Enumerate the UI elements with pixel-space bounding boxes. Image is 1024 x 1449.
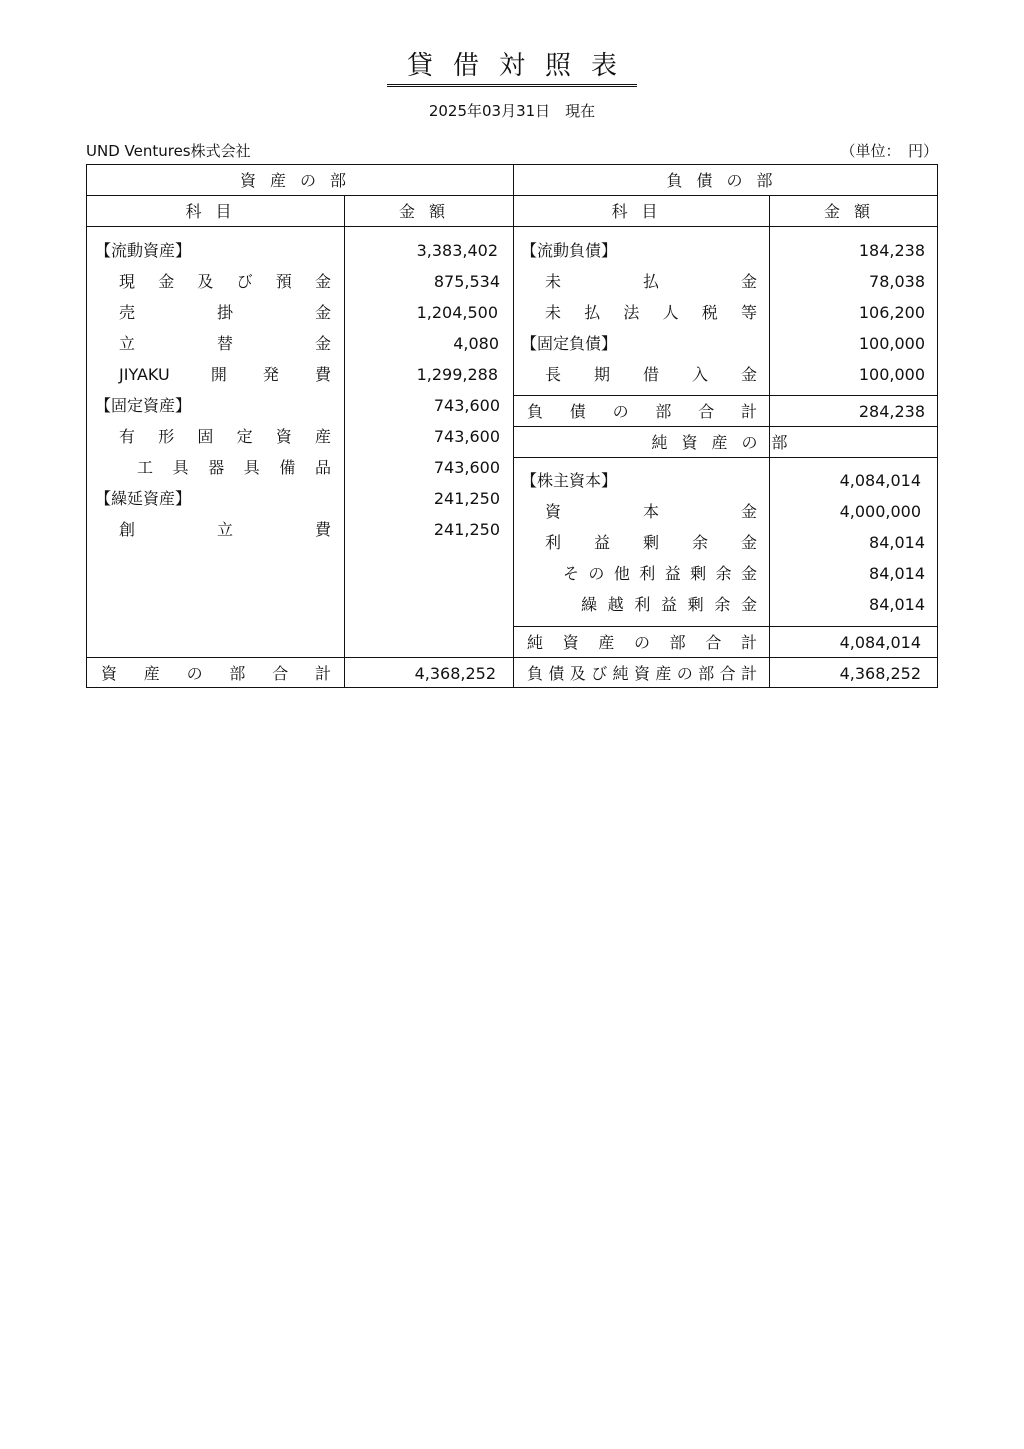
net-asset-row-amount: 84,014 xyxy=(869,595,925,614)
report-date: 2025年03月31日 現在 xyxy=(428,102,596,120)
asset-row-amount: 1,299,288 xyxy=(416,365,498,384)
asset-row-label: 創立費 xyxy=(119,520,331,539)
net-assets-total-label: 純資産の部合計 xyxy=(527,633,757,652)
asset-row-amount: 1,204,500 xyxy=(416,303,498,322)
liabilities-amount-header: 金額 xyxy=(823,202,884,221)
net-assets-total-amount: 4,084,014 xyxy=(839,633,921,652)
net-asset-row-label: その他利益剰余金 xyxy=(563,564,757,583)
liability-row-amount: 106,200 xyxy=(858,303,925,322)
liability-row-label: 未払金 xyxy=(545,272,757,291)
asset-row-label: 売掛金 xyxy=(119,303,331,322)
liability-row-amount: 100,000 xyxy=(858,365,925,384)
liability-row-label: 【固定負債】 xyxy=(521,334,618,353)
net-asset-row-amount: 4,000,000 xyxy=(839,502,921,521)
liability-row-amount: 184,238 xyxy=(858,241,925,260)
liability-row-label: 未払法人税等 xyxy=(545,303,757,322)
asset-row-amount: 241,250 xyxy=(433,489,500,508)
asset-row-amount: 3,383,402 xyxy=(416,241,498,260)
net-asset-row-amount: 84,014 xyxy=(869,533,925,552)
liabilities-section-header: 負債の部 xyxy=(666,171,787,190)
asset-row-amount: 743,600 xyxy=(433,458,500,477)
liabilities-total-label: 負債の部合計 xyxy=(527,402,757,421)
net-asset-row-label: 資本金 xyxy=(545,502,757,521)
asset-row-label: 工具器具備品 xyxy=(137,458,331,477)
assets-account-header: 科目 xyxy=(185,202,246,221)
asset-row-label: 有形固定資産 xyxy=(119,427,331,446)
asset-row-amount: 241,250 xyxy=(433,520,500,539)
assets-section-header: 資産の部 xyxy=(239,171,360,190)
net-asset-row-label: 【株主資本】 xyxy=(521,471,618,490)
asset-row-amount: 4,080 xyxy=(453,334,499,353)
liability-row-amount: 78,038 xyxy=(869,272,925,291)
liability-row-label: 【流動負債】 xyxy=(521,241,618,260)
liabilities-and-net-assets-total-label: 負債及び純資産の部合計 xyxy=(527,664,757,683)
asset-row-label: 現金及び預金 xyxy=(119,272,331,291)
net-asset-row-amount: 84,014 xyxy=(869,564,925,583)
company-name: UND Ventures株式会社 xyxy=(86,142,251,160)
liability-row-label: 長期借入金 xyxy=(545,365,757,384)
document-title: 貸借対照表 xyxy=(0,50,1024,87)
net-asset-row-amount: 4,084,014 xyxy=(839,471,921,490)
net-assets-section-header: 純資産の部 xyxy=(651,433,802,452)
asset-row-amount: 743,600 xyxy=(433,396,500,415)
asset-row-label: 【繰延資産】 xyxy=(95,489,192,508)
assets-amount-header: 金額 xyxy=(398,202,459,221)
liabilities-total-amount: 284,238 xyxy=(858,402,925,421)
unit-label: （単位： 円） xyxy=(840,142,938,160)
asset-row-label: 【固定資産】 xyxy=(95,396,192,415)
asset-row-label: 【流動資産】 xyxy=(95,241,192,260)
asset-row-amount: 743,600 xyxy=(433,427,500,446)
assets-total-amount: 4,368,252 xyxy=(414,664,496,683)
asset-row-label: JIYAKU 開発費 xyxy=(119,365,331,384)
asset-row-amount: 875,534 xyxy=(433,272,500,291)
net-asset-row-label: 繰越利益剰余金 xyxy=(581,595,757,614)
liability-row-amount: 100,000 xyxy=(858,334,925,353)
assets-total-label: 資産の部合計 xyxy=(101,664,331,683)
balance-sheet-table xyxy=(86,164,938,688)
liabilities-and-net-assets-total-amount: 4,368,252 xyxy=(839,664,921,683)
asset-row-label: 立替金 xyxy=(119,334,331,353)
liabilities-account-header: 科目 xyxy=(611,202,672,221)
net-asset-row-label: 利益剰余金 xyxy=(545,533,757,552)
